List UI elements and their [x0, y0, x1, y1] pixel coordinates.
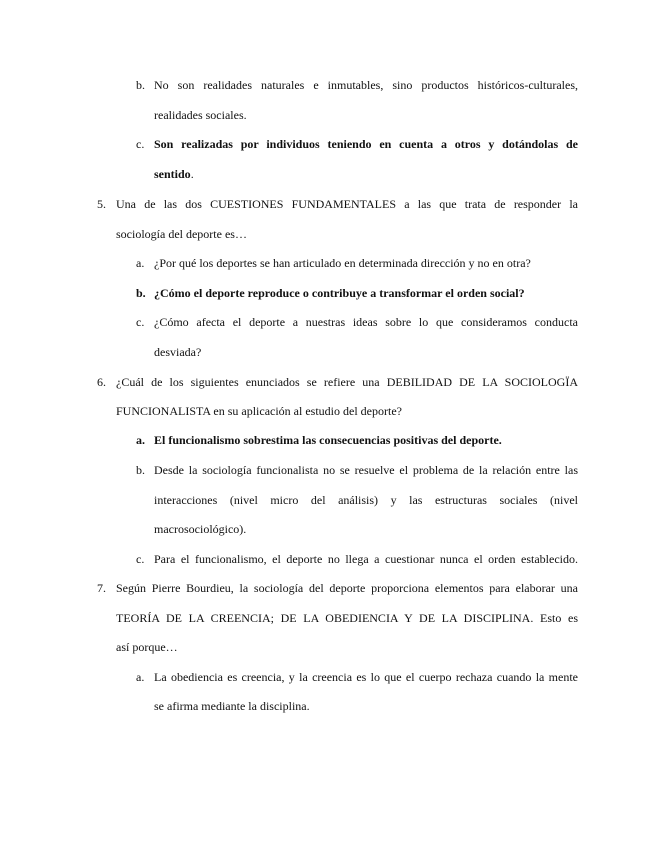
- q6-line2: FUNCIONALISTA en su aplicación al estudio del deporte?: [116, 404, 402, 418]
- option-marker: a.: [136, 256, 145, 270]
- option-marker: c.: [136, 552, 145, 566]
- q7-option-a-line2: se afirma mediante la disciplina.: [154, 699, 310, 713]
- option-marker: c.: [136, 137, 145, 151]
- option-marker: a.: [136, 670, 145, 684]
- q4-option-c-line2: [154, 166, 194, 182]
- q5-option-a: ¿Por qué los deportes se han articulado en determinada dirección y no en otra?: [154, 256, 531, 270]
- q6-option-c: Para el funcionalismo, el deporte no llega a cuestionar nunca el orden establecido.: [154, 552, 578, 566]
- q4-option-b-line2: realidades sociales.: [154, 108, 247, 122]
- q4-option-c-period: .: [190, 167, 194, 181]
- q6-option-b-line1: Desde la sociología funcionalista no se resuelve el problema de la relación entre las: [154, 463, 578, 477]
- q4-option-c-line1: Son realizadas por individuos teniendo en cuenta a otros y dotándolas de: [154, 137, 578, 151]
- q5-option-c-line1: ¿Cómo afecta el deporte a nuestras ideas sobre lo que consideramos conducta: [154, 315, 578, 329]
- question-number: 6.: [97, 375, 106, 389]
- q6-option-b-line2: interacciones (nivel micro del análisis) y las estructuras sociales (nivel: [154, 493, 578, 507]
- q6-option-a: El funcionalismo sobrestima las consecuencias positivas del deporte.: [154, 433, 502, 447]
- q5-line1: Una de las dos CUESTIONES FUNDAMENTALES a las que trata de responder la: [116, 197, 578, 211]
- q5-option-c-line2: desviada?: [154, 345, 202, 359]
- option-marker: b.: [136, 463, 145, 477]
- question-number: 5.: [97, 197, 106, 211]
- option-marker: b.: [136, 286, 146, 300]
- option-marker: c.: [136, 315, 145, 329]
- q6-option-b-line3: macrosociológico).: [154, 522, 247, 536]
- q4-option-c-word: sentido: [154, 167, 191, 181]
- question-number: 7.: [97, 581, 106, 595]
- q6-line1: ¿Cuál de los siguientes enunciados se refiere una DEBILIDAD DE LA SOCIOLOGÏA: [116, 375, 578, 389]
- q7-line1: Según Pierre Bourdieu, la sociología del deporte proporciona elementos para elaborar una: [116, 581, 578, 595]
- q7-line3: así porque…: [116, 640, 178, 654]
- q7-option-a-line1: La obediencia es creencia, y la creencia es lo que el cuerpo rechaza cuando la mente: [154, 670, 578, 684]
- option-marker: b.: [136, 78, 145, 92]
- q5-option-b: ¿Cómo el deporte reproduce o contribuye a transformar el orden social?: [154, 286, 525, 300]
- q7-line2: TEORÍA DE LA CREENCIA; DE LA OBEDIENCIA Y DE LA DISCIPLINA. Esto es: [116, 611, 578, 625]
- option-marker: a.: [136, 433, 145, 447]
- q5-line2: sociología del deporte es…: [116, 227, 247, 241]
- q4-option-b-line1: No son realidades naturales e inmutables, sino productos históricos-culturales,: [154, 78, 578, 92]
